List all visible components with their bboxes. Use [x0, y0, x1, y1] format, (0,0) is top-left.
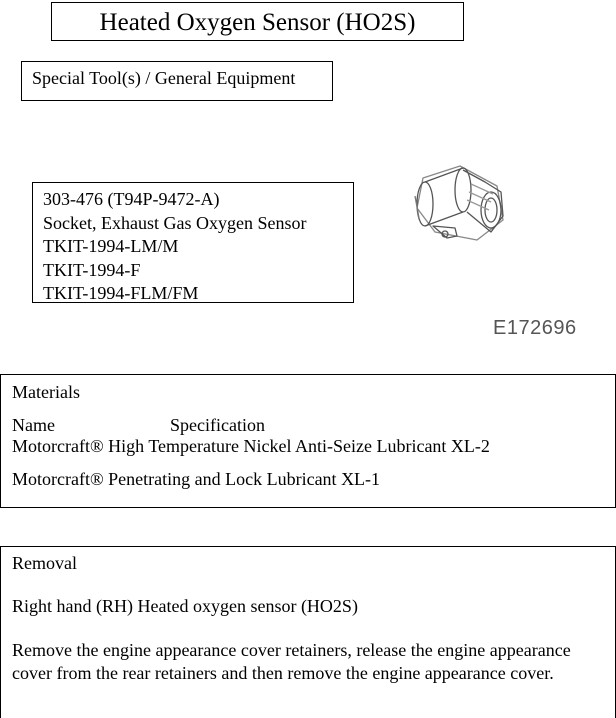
figure-code: E172696 — [493, 317, 577, 339]
materials-table-header — [12, 415, 615, 436]
oxygen-sensor-socket-icon — [405, 158, 515, 258]
tool-list — [32, 182, 354, 303]
tool-kit-f: TKIT-1994-F — [43, 259, 141, 280]
material-item: Motorcraft® Penetrating and Lock Lubricant XL-1 — [12, 469, 381, 489]
removal-section — [0, 546, 616, 718]
removal-step: Remove the engine appearance cover retainers, release the engine appearance cover from the rear retainers and then remove the engine appearance cover. — [12, 640, 571, 683]
column-specification: Specification — [170, 415, 265, 435]
tool-kit-flm-fm: TKIT-1994-FLM/FM — [43, 283, 199, 303]
tool-kit-lm-m: TKIT-1994-LM/M — [43, 236, 179, 256]
special-tools-heading: Special Tool(s) / General Equipment — [21, 61, 333, 101]
tool-number: 303-476 (T94P-9472-A) — [43, 189, 220, 209]
material-item: Motorcraft® High Temperature Nickel Anti-Seize Lubricant XL-2 — [12, 436, 490, 456]
removal-heading: Removal — [12, 553, 77, 573]
page-title: Heated Oxygen Sensor (HO2S) — [51, 2, 464, 41]
materials-heading: Materials — [12, 382, 80, 402]
tool-description: Socket, Exhaust Gas Oxygen Sensor — [43, 212, 307, 233]
materials-section — [0, 374, 616, 508]
column-name: Name — [12, 415, 55, 435]
removal-subheading: Right hand (RH) Heated oxygen sensor (HO2S) — [12, 596, 358, 616]
